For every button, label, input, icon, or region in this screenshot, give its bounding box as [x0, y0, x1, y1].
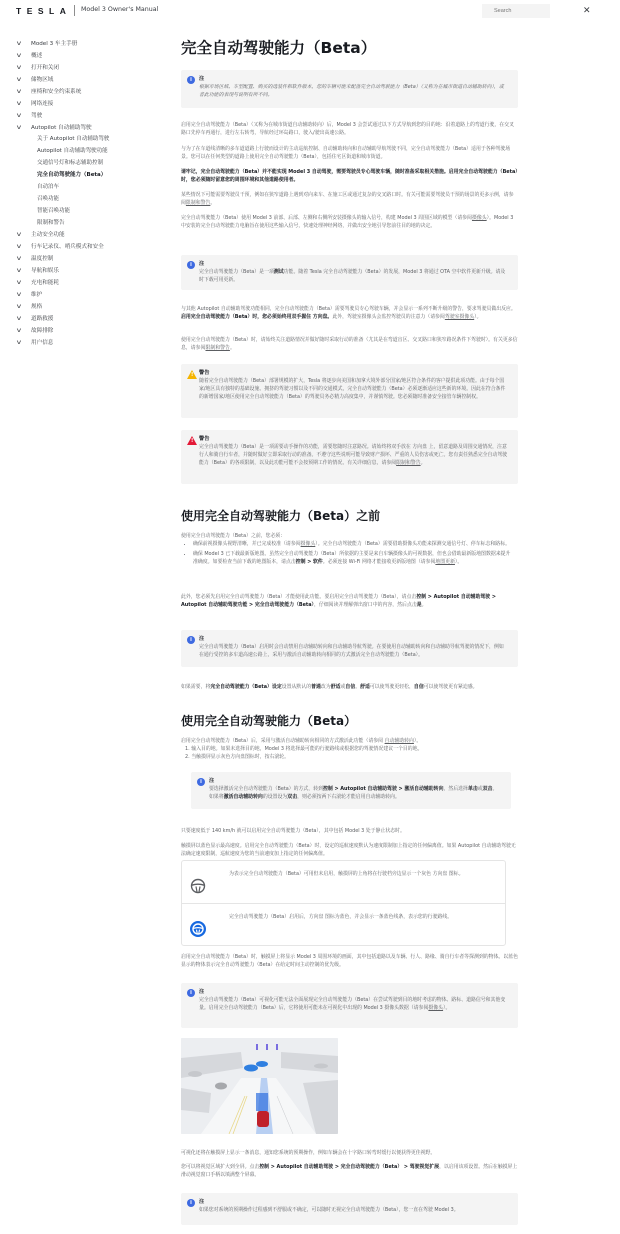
chevron-down-icon: v: [16, 279, 22, 286]
chevron-down-icon: v: [16, 303, 22, 310]
warning-icon: !: [187, 436, 197, 445]
warning-text: [199, 443, 508, 468]
bold-text: 是: [416, 602, 422, 609]
sidebar-item-label: 打开和关闭: [31, 65, 59, 71]
text: 完全自动驾驶能力（Beta）使用 Model 3 前部、后部、左侧和右侧所安装摄像头的输入信号，构建 Model 3 周围区域的模型（请参阅: [181, 215, 472, 221]
sidebar-item-label: 行车记录仪、哨兵模式和安全: [31, 244, 104, 250]
text: 或: [340, 684, 346, 690]
page-title: 完全自动驾驶能力（Beta）: [181, 39, 377, 57]
sidebar-item-open-close[interactable]: [18, 63, 59, 73]
chevron-down-icon: v: [16, 124, 22, 131]
text: ）。: [413, 738, 422, 744]
bold-text: 启用完全自动驾驶能力（Beta）时，您必须始终用双手握住 方向盘。: [181, 314, 333, 321]
note-box: [181, 255, 518, 290]
bold-text: 控制 > Autopilot 自动辅助驾驶 > Autopilot 自动辅助驾驶功能 > 完全自动驾驶能力（Beta）: [181, 594, 496, 609]
info-icon: i: [187, 76, 195, 84]
paragraph: [181, 214, 518, 230]
text: 某些情况下可能需要驾驶员干预，例如在狭窄道路上遇到对向来车、在施工区或通过复杂的交叉路口时。有关可能需要驾驶员干预的场景的更多示例，请参阅: [181, 192, 514, 207]
text: 确保 Model 3 已下载最新版地图。虽然完全自动驾驶能力（Beta）所依据的主要是来自车辆摄像头的可视数据，但也会借助最新版地图数据来提升准确度。如要检查当前下载的地图版本，请点击: [193, 551, 511, 566]
note-text: [199, 268, 508, 284]
bold-text: 双击: [287, 794, 298, 801]
paragraph: [181, 1163, 518, 1179]
text: 。如果将: [209, 786, 498, 801]
text: 此外，您必须先启用完全自动驾驶能力（Beta）才能使用此功能。要启用完全自动驾驶能力（Beta），请点击: [181, 594, 417, 600]
sidebar-subitem-traffic-light[interactable]: 交通信号灯和标志辅助控制: [37, 160, 104, 166]
sidebar-item-label: 用户信息: [31, 340, 54, 346]
chevron-down-icon: v: [16, 64, 22, 71]
sidebar-subitem-autopark[interactable]: 自动泊车: [37, 184, 60, 190]
sidebar-item-climate[interactable]: [18, 254, 53, 264]
bold-text: 控制 > Autopilot 自动辅助驾驶 > 激活自动辅助转向: [322, 786, 444, 792]
numbered-step: 1. 输入目的地。如果未选择目的地，Model 3 将选择最可能的行驶路线或根据您的驾驶情况建议一个目的地。: [185, 746, 423, 752]
warning-text: 随着完全自动驾驶能力（Beta）部署规模的扩大，Tesla 将逐步向美国和加拿大境外部分国家/地区符合条件的客户提供此项功能。由于每个国家/地区具有独特的基础设施、拥挤的驾驶习惯以及不同的交通模式，完全自动驾驶能力（Beta）必须逐渐适应这些新的环境。因此在符合条件的新增国家/地区使用完全自动驾驶能力（Beta）的驾驶员务必精力高度集中，并谨慎驾驶。您必须随时准备安全接管车辆控制权。: [199, 378, 506, 401]
link-map-updates[interactable]: 地图更新: [435, 559, 455, 566]
sidebar-item-label: 主动安全功能: [31, 232, 65, 238]
text: ）。: [443, 1005, 451, 1012]
text: ，以启用该项设置。然后在触摸屏上滑动视觉窗口手柄以填满整个屏幕。: [181, 1164, 518, 1179]
note-box: [181, 1193, 518, 1225]
paragraph: 只要速度低于 140 km/h 就可以启用完全自动驾驶能力（Beta），其中包括 Model 3 处于静止状态时。: [181, 828, 405, 834]
link-cameras[interactable]: 摄像头: [428, 1005, 444, 1012]
header-divider: [74, 5, 75, 16]
manual-title[interactable]: Model 3 Owner's Manual: [81, 6, 159, 13]
section-title: 使用完全自动驾驶能力（Beta）之前: [181, 509, 381, 523]
sidebar-item-label: 故障排除: [31, 328, 54, 334]
paragraph: [181, 737, 518, 745]
text: 。: [210, 200, 216, 207]
note-title: 注: [199, 636, 205, 642]
sidebar-item-storage[interactable]: [18, 75, 53, 85]
icon-table-row: [182, 904, 505, 947]
sidebar-subitem-smart-summon[interactable]: 智能召唤功能: [37, 208, 71, 214]
link-cameras[interactable]: 摄像头: [471, 215, 487, 221]
note-text: [209, 785, 501, 801]
note-title: 注: [199, 1199, 205, 1205]
chevron-down-icon: v: [16, 315, 22, 322]
sidebar-item-label: 驾驶: [31, 113, 43, 119]
warning-icon: !: [187, 370, 197, 379]
bold-text: 舒适: [330, 684, 341, 690]
text: ）。完全自动驾驶能力（Beta）需要借助摄像头功能来探测交通信号灯、停车标志和路标。: [315, 541, 510, 547]
bold-text: 普通: [311, 684, 321, 690]
text: 。: [229, 345, 235, 352]
text: 可以使驾驶更有紧迫感。: [423, 684, 478, 690]
warning-title: 警告: [199, 370, 210, 376]
text: 的设置设为: [262, 794, 288, 801]
chevron-down-icon: v: [16, 76, 22, 83]
warning-box: [181, 430, 518, 484]
chevron-down-icon: v: [16, 339, 22, 346]
sidebar-subitem-limitations[interactable]: 限制和警告: [37, 220, 65, 226]
info-icon: i: [187, 636, 195, 644]
note-box: [181, 983, 518, 1028]
sidebar-item-label: 温度控制: [31, 256, 54, 262]
note-box: [181, 70, 518, 108]
text: 确保前视摄像头视野清晰，并已完成校准（请参阅: [193, 541, 301, 547]
text: ，仔细阅读并理解弹出窗口中的内容，然后点击: [314, 602, 417, 609]
sidebar-item-label: 导航和娱乐: [31, 268, 59, 274]
paragraph: [181, 593, 518, 609]
top-header: [0, 0, 620, 22]
sidebar-item-label: 维护: [31, 292, 43, 298]
text: ）。Model 3 中安装的完全自动驾驶能力电脑旨在使用这些输入信号，快速处理神经网络，并做出安全地引导您前往目的地的决定。: [181, 215, 514, 230]
note-text: 如果您对系统的预期操作过程感到不舒服或不确定，可以随时无视完全自动驾驶能力（Beta），您一直在驾驶 Model 3。: [199, 1207, 459, 1213]
note-title: 注: [199, 989, 205, 995]
text: 您可以将视觉区域扩大到全屏。点击: [181, 1164, 260, 1170]
bold-text: 完全自动驾驶能力（Beta）设定: [210, 684, 282, 690]
bold-text: 控制 > Autopilot 自动辅助驾驶 > 完全自动驾驶能力（Beta） > 驾驶视觉扩展: [259, 1164, 440, 1170]
sidebar-item-label: 规格: [31, 304, 43, 310]
chevron-down-icon: v: [16, 291, 22, 298]
note-title: 注: [199, 76, 205, 82]
warning-box: [181, 364, 518, 418]
steering-wheel-blue-icon: [190, 921, 206, 937]
bold-text: 激活自动辅助转向: [223, 794, 263, 801]
text: ，然后选择: [443, 786, 468, 792]
sidebar-item-driving[interactable]: [18, 111, 42, 121]
link-limitations[interactable]: 限制和警告: [396, 460, 421, 467]
icon-table: [181, 860, 506, 946]
bold-text: 控制 > 软件: [295, 559, 323, 566]
text: ）。: [474, 314, 482, 321]
chevron-down-icon: v: [16, 243, 22, 250]
sidebar-item-user-info[interactable]: [18, 338, 53, 348]
chevron-down-icon: v: [16, 231, 22, 238]
sidebar-item-manual[interactable]: [18, 39, 77, 49]
sidebar-subitem-summon[interactable]: 召唤功能: [37, 196, 60, 202]
text: 。: [355, 684, 361, 690]
sidebar-item-specs[interactable]: [18, 302, 42, 312]
sidebar-item-maintenance[interactable]: [18, 290, 42, 300]
sidebar-item-navigation[interactable]: [18, 266, 59, 276]
sidebar-item-label: 储物区域: [31, 77, 54, 83]
close-icon[interactable]: ✕: [583, 6, 591, 16]
sidebar-item-active-safety[interactable]: [18, 230, 65, 240]
text: 此外，驾驶室摄像头会监控驾驶员的注意力（请参阅: [332, 314, 445, 321]
chevron-down-icon: v: [16, 255, 22, 262]
chevron-down-icon: v: [16, 112, 22, 119]
chevron-down-icon: v: [16, 100, 22, 107]
paragraph: 与为了在车道线清晰的多车道道路上行驶而设计的主动巡航控制、自动辅助转向和自动辅助导航驾驶不同，完全自动驾驶能力（Beta）适用于各种驾驶场景。您可以在任何类型的道路上使用完全自动驾驶能力（Beta），包括住宅区街道和城市街道。: [181, 146, 511, 161]
text: 。: [421, 602, 427, 609]
bold-text: 双击: [482, 786, 493, 792]
icon-description: 完全自动驾驶能力（Beta）启用后，方向盘 图标为蓝色，并会显示一条蓝色线条，表示您的行驶路线。: [229, 914, 453, 920]
chevron-down-icon: v: [16, 88, 22, 95]
numbered-step: 2. 当触摸屏显示灰色方向盘图标时，按右滚轮。: [185, 754, 290, 760]
bold-text: 单击: [467, 786, 478, 792]
icon-description: 为表示完全自动驾驶能力（Beta）可用但未启用，触摸屏的上角将在行驶档旁边显示一个灰色 方向盘 图标。: [229, 871, 464, 877]
link-limitations[interactable]: 限制和警告: [205, 345, 230, 352]
sidebar-item-label: 网络连接: [31, 101, 54, 107]
sidebar-item-label: 道路救援: [31, 316, 54, 322]
section-title: 使用完全自动驾驶能力（Beta）: [181, 714, 357, 728]
paragraph: 启用完全自动驾驶能力（Beta）（又称为在城市街道自动辅助转向）后，Model 3 会尝试通过以下方式导航到您的目的地：沿着道路上的弯道行驶，在交叉路口先停车再通行，进行左右转弯，导航经过环岛路口，驶入/驶出高速公路。: [181, 122, 514, 137]
chevron-down-icon: v: [16, 40, 22, 47]
search-input[interactable]: [482, 4, 550, 18]
note-title: 注: [209, 778, 215, 784]
text: ，则必须按两下右滚轮才能启用自动辅助转向。: [297, 794, 400, 801]
note-box: [191, 772, 511, 809]
bold-text: 自信: [413, 684, 424, 690]
info-icon: i: [187, 261, 195, 269]
text: ）。: [454, 559, 463, 566]
list-item: [193, 550, 515, 566]
link-limitations[interactable]: 限制和警告: [185, 200, 211, 207]
link-cabin-camera[interactable]: 驾驶室摄像头: [444, 314, 475, 321]
info-icon: i: [187, 989, 195, 997]
text: 完全自动驾驶能力（Beta）是一项需要动手操作的功能，需要您随时注意路况。请始终将双手放在 方向盘 上，留意道路及周围交通情况，注意行人和骑自行车者，并随时做好立即采取行动的准备。不遵守这些说明可能导致财产损坏、严重的人员伤害或死亡。您有责任熟悉完全自动驾驶能力（Beta）的各项限制，以及此功能可能不会按预期工作的情况。有关详细信息，请参阅: [199, 444, 508, 467]
sidebar-subitem-fsd-beta[interactable]: 完全自动驾驶能力（Beta）: [37, 172, 107, 178]
sidebar-item-overview[interactable]: [18, 51, 42, 61]
sidebar-item-label: Autopilot 自动辅助驾驶: [31, 125, 92, 131]
sidebar-item-label: 充电和能耗: [31, 280, 59, 286]
paragraph: 触摸屏以蓝色显示最高速度。启用完全自动驾驶能力（Beta）时，设定的巡航速度默认为速度限制加上指定的任何偏离值。如果 Autopilot 自动辅助驾驶无法确定速度限制，巡航速度为您的当前速度加上指定的任何偏离值。: [181, 843, 516, 858]
paragraph: 可视化还将在触摸屏上显示一条消息，通知您系统的预期操作，例如车辆会在十字路口转弯时缓行以便获得更佳视野。: [181, 1150, 436, 1156]
bold-text: 请牢记，完全自动驾驶能力（Beta）并不能实现 Model 3 自动驾驶，需要驾驶员专心驾驶车辆，随时准备采取相关措施。启用完全自动驾驶能力（Beta）时，您必须随时留意您的周围环境和其他道路使用者。: [181, 169, 518, 184]
text: 与其他 Autopilot 自动辅助驾驶功能相同，完全自动驾驶能力（Beta）需要驾驶员专心驾驶车辆，并会显示一系列不断升级的警告，要求驾驶员做出反应。: [181, 306, 516, 312]
sidebar-item-label: 座椅和安全约束系统: [31, 89, 82, 95]
paragraph: [181, 336, 518, 352]
note-text: 完全自动驾驶能力（Beta）启用时会自动禁用自动辅助转向和自动辅助导航驾驶。在要使用自动辅助转向和自动辅助导航驾驶的情况下，例如在通行受控的多车道高速公路上，采用与激活自动辅助转向相同的方式激活完全自动驾驶能力（Beta）。: [199, 644, 504, 659]
text: 要选择激活完全自动驾驶能力（Beta）的方式，转到: [209, 786, 323, 792]
list-item: [193, 540, 515, 548]
text: 使用完全自动驾驶能力（Beta）时，请始终关注道路情况并做好随时采取行动的准备（尤其是在弯道盲区、交叉路口和狭窄路况条件下驾驶时）。有关更多信息，请参阅: [181, 337, 518, 352]
text: 完全自动驾驶能力（Beta）是一项: [199, 269, 274, 275]
paragraph: [181, 305, 518, 321]
text: 启用完全自动驾驶能力（Beta）后，采用与激活自动辅助转向相同的方式激活此功能（请参阅: [181, 738, 385, 744]
text: 完全自动驾驶能力（Beta）可视化可能无法全面展现完全自动驾驶能力（Beta）在尝试驾驶到目的地时考虑的物体、路标、道路信号和其他变量。启用完全自动驾驶能力（Beta）后，它将使用可能未在可视化中出现的 Model 3 摄像头数据（请参阅: [199, 997, 506, 1012]
text: 设置从默认的: [281, 684, 312, 690]
paragraph-bold: [181, 168, 518, 184]
chevron-down-icon: v: [16, 52, 22, 59]
text: 。: [420, 460, 426, 467]
paragraph: [181, 683, 518, 691]
sidebar-subitem-about-autopilot[interactable]: 关于 Autopilot 自动辅助驾驶: [37, 136, 110, 142]
tesla-logo[interactable]: TESLA: [16, 6, 72, 16]
paragraph: [181, 191, 518, 207]
text: 或: [477, 786, 483, 792]
chevron-down-icon: v: [16, 327, 22, 334]
bold-text: 自信: [345, 684, 356, 690]
bold-text: 测试: [273, 269, 284, 275]
sidebar-item-charging[interactable]: [18, 278, 59, 288]
sidebar-item-dashcam[interactable]: [18, 242, 104, 252]
paragraph: 使用完全自动驾驶能力（Beta）之前，您必须：: [181, 533, 286, 539]
text: 。必须连接 Wi-Fi 网络才能接收更新版地图（请参阅: [322, 559, 436, 566]
link-autosteer[interactable]: 自动辅助转向: [384, 738, 414, 744]
warning-title: 警告: [199, 436, 210, 442]
icon-table-row: [182, 861, 505, 904]
text: 如果需要，将: [181, 684, 211, 690]
note-text: 根据市场区域、车型配置、购买的选装件和软件版本，您的车辆可能未配备完全自动驾驶能力（Beta）（又称为在城市街道自动辅助转向），或者此功能的表现与说明有所不同。: [199, 84, 504, 99]
sidebar-item-roadside[interactable]: [18, 314, 53, 324]
text: 改为: [320, 684, 331, 690]
sidebar-item-label: Model 3 车主手册: [31, 41, 78, 47]
fsd-visualization-image: [181, 1038, 338, 1134]
info-icon: i: [197, 778, 205, 786]
text: 可以使驾驶更轻松，: [369, 684, 414, 690]
chevron-down-icon: v: [16, 267, 22, 274]
sidebar-item-autopilot[interactable]: [18, 123, 92, 133]
text: 功能。随着 Tesla 完全自动驾驶能力（Beta）的发展，Model 3 将通过 OTA 空中软件更新升级。请及时下载可用更新。: [199, 269, 506, 284]
road-visualization-graphic: [181, 1038, 338, 1134]
info-icon: i: [187, 1199, 195, 1207]
note-box: [181, 630, 518, 667]
note-title: 注: [199, 261, 205, 267]
steering-wheel-gray-icon: [190, 878, 206, 894]
sidebar-item-seats-safety[interactable]: [18, 87, 81, 97]
note-text: [199, 996, 508, 1012]
paragraph: 启用完全自动驾驶能力（Beta）时，触摸屏上将显示 Model 3 周围环境的画面，其中包括道路以及车辆、行人、路缘、骑自行车者等探测到的物体。以蓝色显示的物体表示完全自动驾驶能力（Beta）在给定时间主动控制的优先级。: [181, 954, 518, 969]
sidebar-item-connectivity[interactable]: [18, 99, 53, 109]
sidebar-item-label: 概述: [31, 53, 43, 59]
bold-text: 舒适: [360, 684, 370, 690]
sidebar-item-troubleshooting[interactable]: [18, 326, 53, 336]
link-cameras[interactable]: 摄像头: [300, 541, 316, 547]
bullet-list: [185, 540, 515, 569]
sidebar-subitem-autopilot-features[interactable]: Autopilot 自动辅助驾驶功能: [37, 148, 108, 154]
